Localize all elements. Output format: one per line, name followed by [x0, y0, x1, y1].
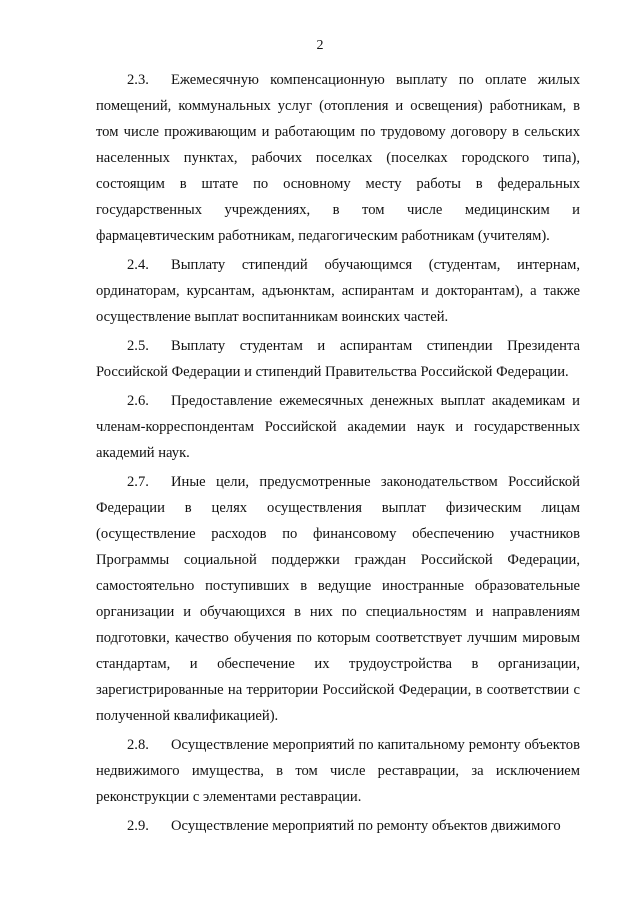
paragraph-number: 2.6.	[127, 393, 149, 409]
paragraph-2-4	[96, 252, 580, 330]
paragraph-number: 2.5.	[127, 338, 149, 354]
paragraph-2-8	[96, 732, 580, 810]
paragraph-number: 2.4.	[127, 257, 149, 273]
paragraph-text: Выплату студентам и аспирантам стипендии Президента Российской Федерации и стипендий Правительства Российской Федерации.	[96, 338, 580, 380]
paragraph-text: Выплату стипендий обучающимся (студентам, интернам, ординаторам, курсантам, адъюнктам, аспирантам и докторантам), а также осуществление выплат воспитанникам воинских частей.	[96, 257, 580, 325]
paragraph-2-9	[96, 813, 580, 839]
document-body	[96, 67, 580, 842]
paragraph-text: Иные цели, предусмотренные законодательством Российской Федерации в целях осуществления выплат физическим лицам (осуществление расходов по финансовому обеспечению участников Программы социальной поддержки граждан Российской Федерации, самостоятельно поступивших в ведущие иностранные образовательные организации и обучающихся в них по специальностям и направлениям подготовки, качество обучения по которым соответствует лучшим мировым стандартам, и обеспечение их трудоустройства в организации, зарегистрированные на территории Российской Федерации, в соответствии с полученной квалификацией).	[96, 474, 580, 724]
paragraph-text: Осуществление мероприятий по ремонту объектов движимого	[171, 818, 561, 834]
paragraph-number: 2.8.	[127, 737, 149, 753]
paragraph-2-5	[96, 333, 580, 385]
paragraph-number: 2.7.	[127, 474, 149, 490]
paragraph-number: 2.3.	[127, 72, 149, 88]
paragraph-text: Осуществление мероприятий по капитальному ремонту объектов недвижимого имущества, в том числе реставрации, за исключением реконструкции с элементами реставрации.	[96, 737, 580, 805]
page-number: 2	[316, 38, 324, 53]
paragraph-2-6	[96, 388, 580, 466]
paragraph-number: 2.9.	[127, 818, 149, 834]
paragraph-2-7	[96, 469, 580, 729]
paragraph-text: Предоставление ежемесячных денежных выплат академикам и членам-корреспондентам Российской академии наук и государственных академий наук.	[96, 393, 580, 461]
paragraph-text: Ежемесячную компенсационную выплату по оплате жилых помещений, коммунальных услуг (отопления и освещения) работникам, в том числе проживающим и работающим по трудовому договору в сельских населенных пунктах, рабочих поселках (поселках городского типа), состоящим в штате по основному месту работы в федеральных государственных учреждениях, в том числе медицинским и фармацевтическим работникам, педагогическим работникам (учителям).	[96, 72, 580, 244]
paragraph-2-3	[96, 67, 580, 249]
